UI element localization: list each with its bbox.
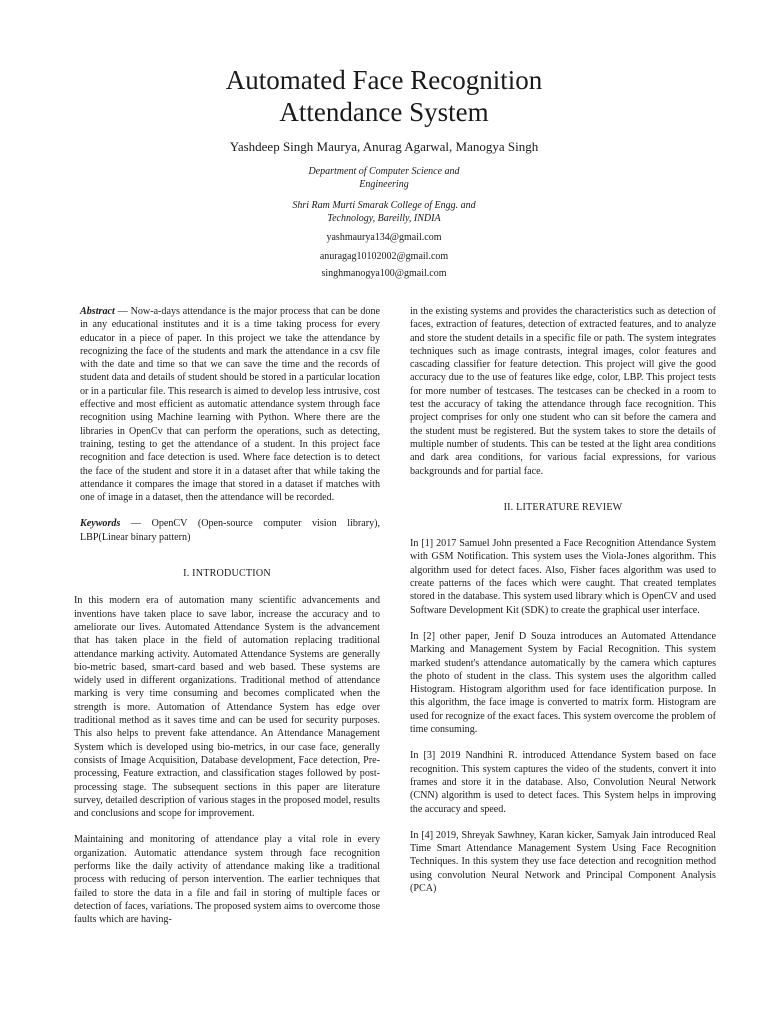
keywords-label: Keywords	[80, 518, 121, 530]
abstract-paragraph	[74, 305, 380, 504]
title-line-1: Automated Face Recognition	[225, 65, 543, 95]
college-line-2: Technology, Bareilly, INDIA	[327, 213, 441, 224]
right-column	[410, 305, 716, 895]
abstract-label: Abstract	[80, 306, 115, 317]
email-2: anuragag10102002@gmail.com	[319, 251, 449, 262]
abstract-text: — Now-a-days attendance is the major process that can be done in any educational institutes and it is a time taking process for every educator in a piece of paper. In this project we take the attendance by recognizing the face of the students and mark the attendance in a csv file with the date and time so that we can save the time and the records of student data and details of student should be stored in a particular location or in a particular file. This research is aimed to develop less intrusive, cost effective and most efficient as automatic attendance system through face recognition using Machine learning with Python. Where there are the libraries in OpenCv that can perform the operations, such as detecting, training, testing to get the attendance of a student. In this project face recognition and face detection is used. Where face detection is to detect the face of the student and store it in a dataset after that while taking the attendance it compares the image that stored in a dataset if matches with one of image in a dataset, then the attendance will be recorded.	[80, 306, 381, 504]
left-column	[74, 305, 380, 926]
author-list: Yashdeep Singh Maurya, Anurag Agarwal, Manogya Singh	[229, 139, 539, 154]
literature-review-heading: II. LITERATURE REVIEW	[503, 501, 623, 513]
introduction-heading: I. INTRODUCTION	[183, 568, 271, 580]
introduction-continuation: in the existing systems and provides the characteristics such as detection of faces, extraction of features, detection of extracted features, and to analyze and store the student details in a specific file or path. The system integrates techniques such as image contrasts, integral images, color features and cascading classifier for feature detection. This project will give the good accuracy due to the use of features like edge, color, LBP. This project tests for more number of testcases. The testcases can be checked in a room to test the accuracy of taking the attendance through face recognition. This project comprises for only one student who can sit before the camera and the student must be registered. But the system takes to store the details of multiple number of students. This can be tested at the light area conditions and dark area conditions, for various facial expressions, for various backgrounds and for partial face.	[410, 306, 716, 477]
title-line-2: Attendance System	[279, 97, 489, 127]
keywords-text: — OpenCV (Open-source computer vision library), LBP(Linear binary pattern)	[80, 518, 380, 543]
literature-paragraph-4: In [4] 2019, Shreyak Sawhney, Karan kicker, Samyak Jain introduced Real Time Smart Attendance Management System Using Face Recognition Techniques. In this system they use face detection and recognition method using convolution Neural Network and Principal Component Analysis (PCA)	[410, 829, 716, 894]
keywords-paragraph	[74, 517, 380, 544]
email-1: yashmaurya134@gmail.com	[326, 232, 442, 243]
literature-paragraph-3: In [3] 2019 Nandhini R. introduced Attendance System based on face recognition. This system captures the video of the students, convert it into frames and store it in the database. Also, Convolution Neural Network (CNN) algorithm is used to detect faces. This System helps in improving the accuracy and speed.	[410, 750, 716, 815]
department-line-2: Engineering	[359, 179, 409, 190]
introduction-paragraph-2: Maintaining and monitoring of attendance play a vital role in every organization. Automatic attendance system through face recognition performs like the daily activity of attendance making like a traditional process with reducing of person intervention. The earlier techniques that failed to store the data in a file and fail in storing of multiple faces or detection of faces, variations. The proposed system aims to overcome those faults which are having-	[74, 834, 380, 926]
literature-paragraph-1: In [1] 2017 Samuel John presented a Face Recognition Attendance System with GSM Notification. This system uses the Viola-Jones algorithm. This algorithm used for detect faces. Also, Fisher faces algorithm was used to create patterns of the faces which were caught. That created templates stored in the database. This system used library which is OpenCV and used Software Development Kit (SDK) to create the graphical user interface.	[410, 538, 716, 616]
literature-paragraph-2: In [2] other paper, Jenif D Souza introduces an Automated Attendance Marking and Management System by Facial Recognition. This system marked student's attendance automatically by the camera which captures the photo of student in the class. This system uses the algorithm called Histogram. Histogram algorithm used for face identification purpose. In this algorithm, the face image is converted to matrix form. Histogram are used for recognize of the exact faces. This system overcome the problem of time consuming.	[410, 630, 716, 736]
email-3: singhmanogya100@gmail.com	[321, 268, 447, 279]
introduction-paragraph-1: In this modern era of automation many scientific advancements and inventions have taken place to save labor, increase the accuracy and to ameliorate our lives. Automated Attendance System is the advancement that has taken place in the field of automation replacing traditional attendance marking activity. Automated Attendance Systems are generally bio-metric based, smart-card based and web based. These systems are widely used in different organizations. Traditional method of attendance marking is very time consuming and becomes complicated when the strength is more. Automation of Attendance System has edge over traditional method as it saves time and can be used for security purposes. This also helps to prevent fake attendance. An Attendance Management System which is developed using bio-metrics, in our case face, generally consists of Image Acquisition, Database development, Face detection, Pre-processing, Feature extraction, and classification stages followed by post-processing stage. The subsequent sections in this paper are literature survey, detailed description of various stages in the proposed model, results and conclusions and scope for improvement.	[74, 595, 380, 820]
paper-title	[0, 64, 768, 128]
department-line-1: Department of Computer Science and	[308, 166, 460, 177]
college-line-1: Shri Ram Murti Smarak College of Engg. and	[292, 200, 476, 211]
